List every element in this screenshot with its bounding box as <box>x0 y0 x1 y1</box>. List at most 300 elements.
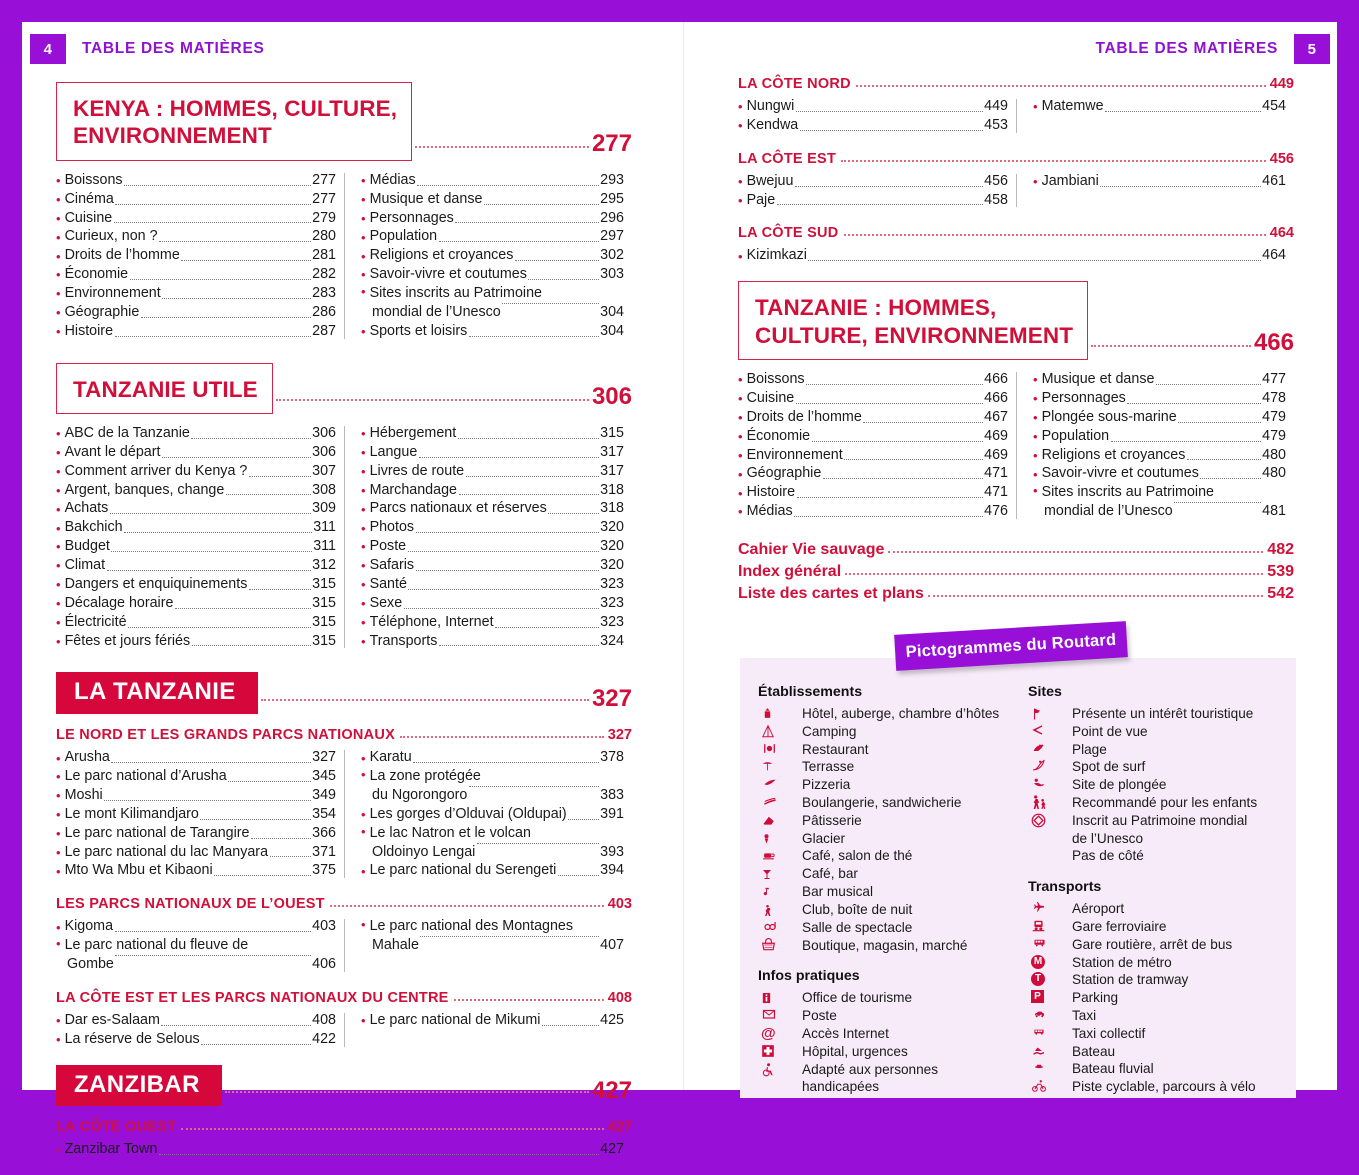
pizza-slice-icon <box>758 776 802 789</box>
pictogram-item <box>1028 723 1290 741</box>
pictograms-ribbon-label: Pictogrammes du Routard <box>894 621 1128 671</box>
toc-entry-page: 458 <box>984 191 1008 210</box>
leader-dots <box>181 1128 603 1130</box>
leader-dots <box>419 457 599 458</box>
toc-entry <box>361 917 632 955</box>
toc-entry-label: Paje <box>747 191 776 210</box>
toc-section-heading <box>56 1119 632 1135</box>
pictogram-label <box>1072 900 1290 918</box>
leader-dots <box>777 204 983 205</box>
toc-entry-label: Cuisine <box>65 209 113 228</box>
pictogram-label-text: Café, bar <box>802 866 858 881</box>
pictograms-column-left <box>758 684 1028 1096</box>
toc-entry-label: Poste <box>370 537 407 556</box>
leader-dots <box>128 627 311 628</box>
leader-dots <box>841 160 1266 162</box>
bullet-icon: • <box>361 751 366 768</box>
toc-entry-page: 327 <box>312 748 336 767</box>
leader-dots <box>845 573 1263 575</box>
toc-entry <box>56 786 344 805</box>
leader-dots <box>107 570 311 571</box>
toc-entry-page: 287 <box>312 322 336 341</box>
bullet-icon: • <box>738 372 743 389</box>
toc-entry <box>361 748 632 767</box>
toc-entry <box>1033 172 1294 191</box>
toc-entry-page: 317 <box>600 462 624 481</box>
leader-dots <box>115 336 311 337</box>
pictogram-item <box>758 989 1028 1007</box>
toc-entry <box>738 116 1016 135</box>
bicycle-icon <box>1028 1078 1072 1093</box>
toc-entry <box>56 284 344 303</box>
pictogram-label-text: Gare ferroviaire <box>1072 919 1166 934</box>
bullet-icon: • <box>361 824 366 843</box>
toc-entry <box>56 824 344 843</box>
pictogram-item <box>758 830 1028 848</box>
bullet-icon: • <box>56 864 61 881</box>
toc-entry <box>56 594 344 613</box>
toc-entry-group <box>56 171 632 341</box>
toc-subcolumn <box>1016 370 1294 521</box>
leader-dots <box>439 241 599 242</box>
toc-entry-label: Karatu <box>370 748 412 767</box>
toc-entry-label-cont: Oldoinyo Lengai <box>372 843 475 862</box>
toc-entry-label: Arusha <box>65 748 110 767</box>
pictogram-label-text: Pâtisserie <box>802 813 862 828</box>
leader-dots <box>413 762 598 763</box>
toc-entry-label: Économie <box>65 265 129 284</box>
leader-dots <box>420 936 598 937</box>
bullet-icon: • <box>56 464 61 481</box>
pictogram-label-text: Plage <box>1072 742 1107 757</box>
pictogram-item <box>1028 954 1290 972</box>
pictogram-label <box>1072 954 1290 972</box>
viewpoint-icon <box>1028 723 1072 736</box>
toc-subcolumn <box>738 97 1016 135</box>
bullet-icon: • <box>56 936 61 955</box>
toc-entry <box>56 518 344 537</box>
toc-entry-page: 323 <box>600 575 624 594</box>
toc-banner-title: ZANZIBAR <box>56 1065 222 1107</box>
leader-dots <box>251 838 311 839</box>
pictogram-label <box>1072 723 1290 741</box>
toc-box-page: 466 <box>1254 329 1294 360</box>
toc-entry-label: Budget <box>65 537 110 556</box>
pictogram-label <box>1072 1078 1290 1096</box>
bullet-icon: • <box>56 1143 61 1160</box>
diving-icon <box>1028 776 1072 790</box>
toc-subcolumn <box>56 424 344 650</box>
toc-entry-line <box>361 284 624 303</box>
toc-banner-heading <box>56 672 632 714</box>
toc-section-heading <box>56 990 632 1006</box>
toc-entry-page: 469 <box>984 427 1008 446</box>
toc-entry <box>361 613 632 632</box>
pictogram-label-text: Bateau fluvial <box>1072 1061 1154 1076</box>
parking-p-icon: P <box>1028 989 1072 1003</box>
leader-dots <box>201 1044 310 1045</box>
pictogram-label-text: Présente un intérêt touristique <box>1072 706 1253 721</box>
toc-entry-label: Avant le départ <box>65 443 161 462</box>
pictogram-label <box>802 1025 1028 1043</box>
toc-entry <box>738 502 1016 521</box>
toc-subcolumn <box>344 917 632 974</box>
pictogram-item <box>758 883 1028 901</box>
toc-entry-page: 281 <box>312 246 336 265</box>
pictogram-label <box>802 1007 1028 1025</box>
toc-entry-page: 282 <box>312 265 336 284</box>
toc-entry-line <box>361 767 624 786</box>
toc-entry-label: Religions et croyances <box>370 246 514 265</box>
toc-entry-line <box>361 303 624 322</box>
toc-entry <box>738 427 1016 446</box>
toc-entry-label: Médias <box>747 502 793 521</box>
toc-entry-page: 383 <box>600 786 624 805</box>
leader-dots <box>439 645 599 646</box>
bullet-icon: • <box>738 467 743 484</box>
toc-section-title: LA CÔTE OUEST <box>56 1119 176 1135</box>
leader-dots <box>141 317 311 318</box>
toc-entry-page: 295 <box>600 190 624 209</box>
toc-entry <box>361 499 632 518</box>
toc-entry <box>56 537 344 556</box>
leader-dots <box>548 513 598 514</box>
bullet-icon: • <box>738 391 743 408</box>
pictogram-label-text: Salle de spectacle <box>802 920 912 935</box>
information-icon <box>758 989 802 1006</box>
toc-entry-page: 320 <box>600 556 624 575</box>
camping-tent-icon <box>758 723 802 739</box>
leader-dots <box>1178 422 1260 423</box>
bullet-icon: • <box>361 324 366 341</box>
toc-entry <box>1033 97 1294 116</box>
toc-entry-label: Cuisine <box>747 389 795 408</box>
toc-entry-label: Histoire <box>747 483 795 502</box>
toc-entry-page: 479 <box>1262 427 1286 446</box>
leader-dots <box>111 762 310 763</box>
toc-entry-page: 393 <box>600 843 624 862</box>
toc-entry-page: 309 <box>312 499 336 518</box>
toc-entry <box>56 424 344 443</box>
toc-entry <box>738 483 1016 502</box>
leader-dots <box>104 800 310 801</box>
leader-dots <box>928 595 1263 597</box>
toc-entry <box>56 303 344 322</box>
ice-cream-icon <box>758 830 802 847</box>
bullet-icon: • <box>361 864 366 881</box>
toc-entry-label: Médias <box>370 171 416 190</box>
leader-dots <box>458 438 599 439</box>
boat-icon <box>1028 1043 1072 1056</box>
pictogram-label-text: Club, boîte de nuit <box>802 902 912 917</box>
toc-entry-label: Droits de l’homme <box>747 408 862 427</box>
surf-icon <box>1028 758 1072 772</box>
cake-slice-icon <box>758 812 802 827</box>
pictogram-item <box>758 847 1028 865</box>
toc-entry <box>56 322 344 341</box>
leader-dots <box>191 438 310 439</box>
beach-icon <box>1028 741 1072 754</box>
pictogram-label-text: Taxi <box>1072 1008 1096 1023</box>
pictogram-label <box>1072 1025 1290 1043</box>
pictogram-label <box>1072 794 1290 812</box>
toc-entry-label: Boissons <box>747 370 805 389</box>
pictogram-item <box>1028 989 1290 1007</box>
toc-entry <box>56 632 344 651</box>
toc-entry-label: Le mont Kilimandjaro <box>65 805 199 824</box>
leader-dots <box>416 570 599 571</box>
bullet-icon: • <box>56 634 61 651</box>
toc-entry <box>56 462 344 481</box>
leader-dots <box>417 185 598 186</box>
bullet-icon: • <box>361 464 366 481</box>
toc-entry-group <box>56 424 632 650</box>
toc-entry-label: La zone protégée <box>370 767 481 786</box>
toc-section-title: LA CÔTE EST <box>738 151 836 167</box>
pictogram-label-text: Piste cyclable, parcours à vélo <box>1072 1079 1256 1094</box>
toc-box-title-line1: TANZANIE UTILE <box>73 376 258 403</box>
pictogram-item <box>1028 918 1290 936</box>
toc-entry-label: Le parc national des Montagnes <box>370 917 573 936</box>
leader-dots <box>408 551 599 552</box>
toc-entry-label: Le lac Natron et le volcan <box>370 824 531 843</box>
pictogram-item <box>1028 1078 1290 1096</box>
toc-entry-label: Santé <box>370 575 407 594</box>
bullet-icon: • <box>1033 372 1038 389</box>
pictogram-label <box>1072 847 1290 865</box>
train-icon <box>1028 918 1072 933</box>
pictogram-label <box>1072 989 1290 1007</box>
toc-entry-page: 375 <box>312 861 336 880</box>
pictogram-item <box>758 794 1028 812</box>
pictogram-label <box>802 723 1028 741</box>
toc-column-left <box>56 82 632 1175</box>
bullet-icon: • <box>738 99 743 116</box>
pictogram-label-text: Pizzeria <box>802 777 850 792</box>
at-sign-icon: @ <box>758 1025 802 1041</box>
pictogram-item <box>758 776 1028 794</box>
toc-entry <box>361 767 632 805</box>
leader-dots <box>226 494 311 495</box>
leader-dots <box>159 1154 599 1155</box>
pictogram-item <box>1028 1060 1290 1078</box>
leader-dots <box>484 204 599 205</box>
toc-box-title <box>738 281 1088 360</box>
toc-entry-group <box>56 917 632 974</box>
bullet-icon: • <box>56 558 61 575</box>
toc-entry <box>56 265 344 284</box>
pictogram-label-text: Poste <box>802 1008 837 1023</box>
column-divider <box>344 1013 345 1047</box>
leader-dots <box>495 627 599 628</box>
leader-dots <box>812 441 983 442</box>
toc-entry-label: Sites inscrits au Patrimoine <box>370 284 542 303</box>
leader-dots <box>192 645 311 646</box>
toc-entry <box>56 246 344 265</box>
toc-entry-page: 324 <box>600 632 624 651</box>
pictogram-label <box>802 741 1028 759</box>
toc-box-title-line2: ENVIRONNEMENT <box>73 122 397 149</box>
pictogram-label-text: Hôtel, auberge, chambre d’hôtes <box>802 706 999 721</box>
toc-entry <box>56 190 344 209</box>
leader-dots <box>1111 441 1261 442</box>
bullet-icon: • <box>1033 99 1038 116</box>
toc-entry <box>361 632 632 651</box>
bullet-icon: • <box>56 426 61 443</box>
pictogram-label <box>802 989 1028 1007</box>
leader-dots <box>175 608 311 609</box>
pictogram-group-heading: Établissements <box>758 684 1028 700</box>
pictogram-label-text: Hôpital, urgences <box>802 1044 908 1059</box>
toc-entry <box>1033 464 1294 483</box>
leader-dots <box>823 478 983 479</box>
pictogram-label <box>1072 971 1290 989</box>
pictogram-label <box>1072 936 1290 954</box>
leader-dots <box>130 279 311 280</box>
toc-big-line-page: 539 <box>1267 563 1294 581</box>
pictogram-label-text: Adapté aux personnes <box>802 1062 938 1077</box>
bullet-icon: • <box>738 410 743 427</box>
toc-entry-label: Téléphone, Internet <box>370 613 494 632</box>
leader-dots <box>542 1025 599 1026</box>
toc-section-page: 408 <box>608 990 632 1006</box>
toc-box-title <box>56 82 412 161</box>
bullet-icon: • <box>56 445 61 462</box>
pictogram-item <box>758 919 1028 937</box>
leader-dots <box>225 1091 589 1093</box>
toc-entry <box>56 748 344 767</box>
pictogram-no-icon <box>1028 847 1072 848</box>
leader-dots <box>115 931 311 932</box>
bullet-icon: • <box>361 211 366 228</box>
toc-section-page: 403 <box>608 896 632 912</box>
toc-entry <box>361 171 632 190</box>
pictogram-item <box>758 937 1028 955</box>
toc-entry <box>361 227 632 246</box>
toc-entry-page: 394 <box>600 861 624 880</box>
toc-entry <box>361 209 632 228</box>
toc-entry-page: 296 <box>600 209 624 228</box>
bullet-icon: • <box>56 249 61 266</box>
pictogram-label <box>802 1061 1028 1097</box>
toc-entry <box>56 1030 344 1049</box>
leader-dots <box>115 955 310 956</box>
pictogram-item <box>758 1025 1028 1043</box>
toc-section-heading <box>738 151 1294 167</box>
toc-entry-label: Parcs nationaux et réserves <box>370 499 547 518</box>
pictogram-label <box>802 865 1028 883</box>
pictogram-item <box>1028 900 1290 918</box>
toc-entry-label: Bakchich <box>65 518 123 537</box>
bullet-icon: • <box>361 483 366 500</box>
pictogram-item <box>758 741 1028 759</box>
toc-entry-label: Environnement <box>747 446 843 465</box>
toc-section-heading <box>56 896 632 912</box>
bullet-icon: • <box>56 1013 61 1030</box>
pictogram-label <box>1072 812 1290 848</box>
toc-box-page: 306 <box>592 383 632 414</box>
pictogram-label <box>1072 776 1290 794</box>
leader-dots <box>415 146 589 148</box>
toc-entry-label: Religions et croyances <box>1042 446 1186 465</box>
pictogram-item <box>1028 705 1290 723</box>
toc-entry-page: 480 <box>1262 464 1286 483</box>
bullet-icon: • <box>738 429 743 446</box>
leader-dots <box>800 130 983 131</box>
leader-dots <box>1127 403 1260 404</box>
toc-entry-label: Environnement <box>65 284 161 303</box>
toc-entry <box>1033 370 1294 389</box>
bullet-icon: • <box>361 577 366 594</box>
toc-entry-label: Savoir-vivre et coutumes <box>370 265 527 284</box>
leader-dots <box>568 819 598 820</box>
pictogram-label <box>1072 1060 1290 1078</box>
bullet-icon: • <box>361 807 366 824</box>
leader-dots <box>844 459 982 460</box>
toc-entry <box>361 322 632 341</box>
leader-dots <box>276 399 589 401</box>
bread-baguette-icon <box>758 794 802 808</box>
pictogram-item <box>1028 741 1290 759</box>
toc-section-page: 456 <box>1270 151 1294 167</box>
toc-entry-page: 302 <box>600 246 624 265</box>
toc-entry <box>738 389 1016 408</box>
pictogram-item <box>758 812 1028 830</box>
toc-entry <box>738 172 1016 191</box>
toc-entry-page: 456 <box>984 172 1008 191</box>
toc-entry-label: Transports <box>370 632 438 651</box>
toc-entry <box>1033 408 1294 427</box>
bullet-icon: • <box>56 267 61 284</box>
bullet-icon: • <box>738 174 743 191</box>
toc-entry-label: La réserve de Selous <box>65 1030 200 1049</box>
toc-entry <box>738 408 1016 427</box>
toc-entry <box>361 443 632 462</box>
toc-entry <box>738 97 1016 116</box>
toc-entry-page: 461 <box>1262 172 1286 191</box>
cocktail-glass-icon <box>758 865 802 882</box>
toc-entry <box>361 861 632 880</box>
pictogram-item <box>758 1061 1028 1097</box>
leader-dots <box>124 532 312 533</box>
pictogram-label-text: Station de tramway <box>1072 972 1188 987</box>
toc-entry-page: 304 <box>600 303 624 322</box>
toc-entry-label: Musique et danse <box>370 190 483 209</box>
metro-m-icon: M <box>1028 954 1072 969</box>
toc-entry-label: Bwejuu <box>747 172 794 191</box>
toc-entry <box>56 917 344 936</box>
toc-section-title: LA CÔTE NORD <box>738 76 851 92</box>
toc-entry-page: 454 <box>1262 97 1286 116</box>
leader-dots <box>115 204 310 205</box>
bullet-icon: • <box>361 192 366 209</box>
toc-entry-page: 478 <box>1262 389 1286 408</box>
leader-dots <box>110 513 311 514</box>
leader-dots <box>1187 459 1261 460</box>
pictogram-label-text: Recommandé pour les enfants <box>1072 795 1257 810</box>
pictogram-item <box>1028 812 1290 848</box>
toc-big-line-page: 482 <box>1267 541 1294 559</box>
pictogram-label-text: Accès Internet <box>802 1026 889 1041</box>
bullet-icon: • <box>56 173 61 190</box>
toc-big-line-title: Index général <box>738 563 841 581</box>
bullet-icon: • <box>361 521 366 538</box>
toc-entry-label: Population <box>1042 427 1110 446</box>
pictogram-label-text: Taxi collectif <box>1072 1026 1145 1041</box>
toc-entry-page: 422 <box>312 1030 336 1049</box>
pictogram-label-text: Site de plongée <box>1072 777 1166 792</box>
toc-entry-page: 311 <box>313 518 336 537</box>
